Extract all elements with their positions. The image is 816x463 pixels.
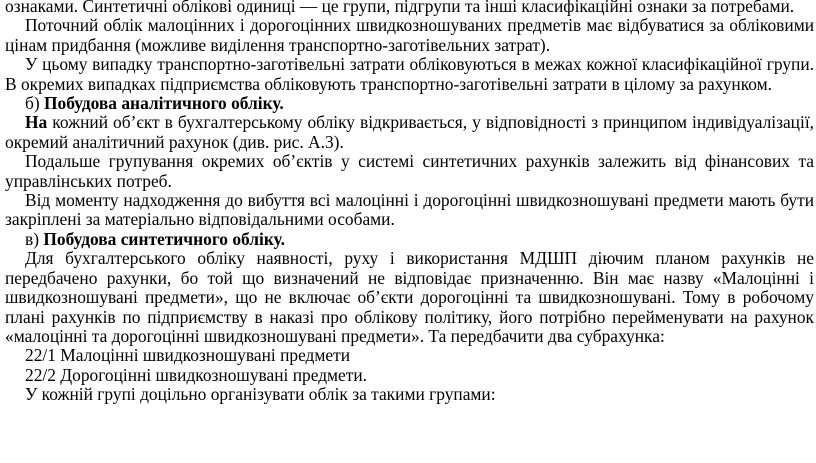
paragraph-current-accounting: Поточний облік малоцінних і дорогоцінних швидкозношуваних предметів має відбуватися за обліковими цінам придбання (можливе виділення транспортно-заготівельних затрат). [5,15,814,55]
paragraph-groups-intro: У кожній групі доцільно організувати облік за такими групами: [25,384,496,405]
heading-title: Побудова аналітичного обліку. [44,93,284,114]
heading-synthetic-accounting [0,230,816,249]
paragraph-lead-word: На [25,112,48,133]
paragraph-body: кожний об’єкт в бухгалтерському обліку відкривається, у відповідності з принципом індивідуалізації, окремий аналітичний рахунок (див. рис. А.3). [5,112,814,152]
paragraph-chart-of-accounts: Для бухгалтерського обліку наявності, руху і використання МДШП діючим планом рахунків не передбачено рахунки, бо той що визначений не відповідає призначенню. Він має назву «Малоцінні і швидкозношувані предмети», що не включає об’єкти дорогоцінні та швидкозношувані. Тому в робочому плані рахунків по підприємству в наказі про облікову політику, його потрібно перейменувати на рахунок «малоцінні та дорогоцінні швидкозношувані предмети». Та передбачити два субрахунка: [5,248,814,346]
paragraph-transport-costs: У цьому випадку транспортно-заготівельні затрати обліковуються в межах кожної класифікаційної групи. В окремих випадках підприємства обліковують транспортно-заготівельні затрати в цілому за рахунком. [5,54,814,94]
heading-prefix: в) [25,228,44,249]
paragraph-grouping: Подальше групування окремих об’єктів у системі синтетичних рахунків залежить від фінансових та управлінських потреб. [5,151,814,191]
heading-analytical-accounting [0,94,816,113]
paragraph-analytical-account [0,113,816,152]
subaccount-22-2: 22/2 Дорогоцінні швидкозношувані предмети. [25,364,368,385]
heading-prefix: б) [25,93,44,114]
subaccount-22-1: 22/1 Малоцінні швидкозношувані предмети [25,345,351,366]
paragraph-continuation: ознаками. Синтетичні облікові одиниці — це групи, підгрупи та інші класифікаційні ознаки за потребами. [5,0,795,16]
paragraph-responsible-persons: Від моменту надходження до вибуття всі малоцінні і дорогоцінні швидкозношувані предмети мають бути закріплені за матеріально відповідальними особами. [5,190,814,230]
heading-title: Побудова синтетичного обліку. [43,228,285,249]
